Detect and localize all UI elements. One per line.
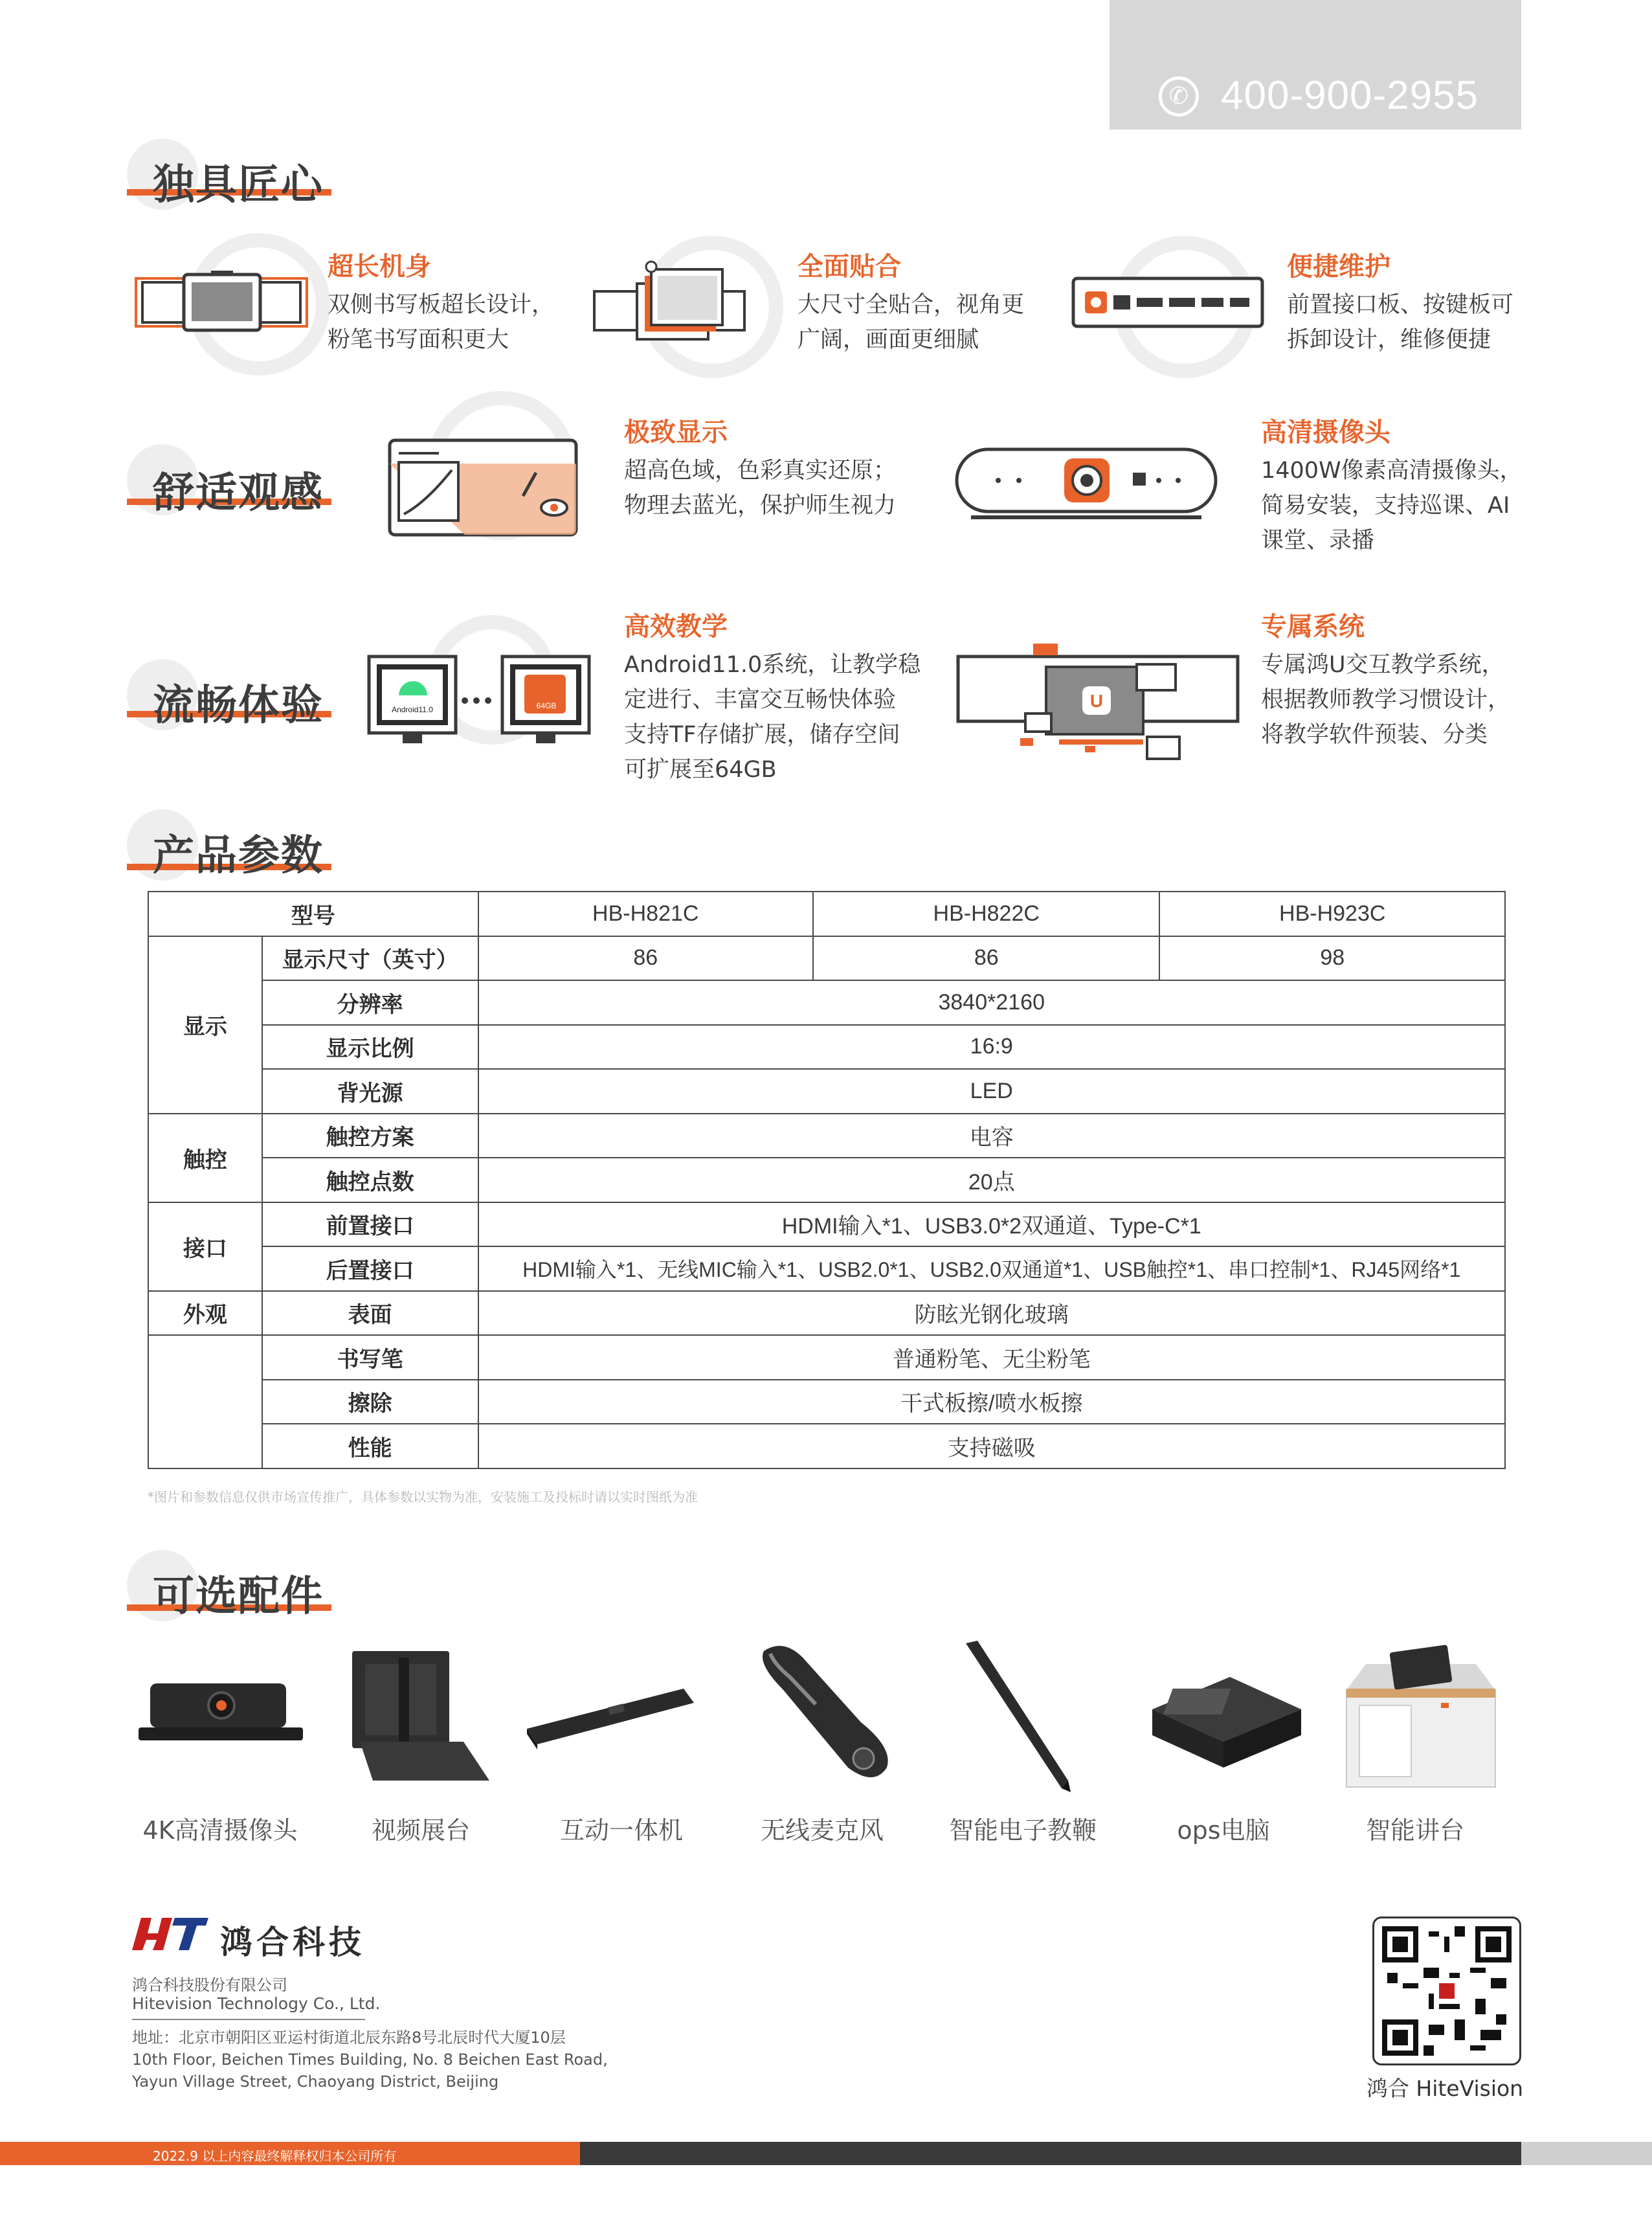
camera-icon xyxy=(954,444,1218,527)
feature-desc: 大尺寸全贴合，视角更 广阔，画面更细腻 xyxy=(798,292,1025,353)
qr-pattern-icon xyxy=(1382,1926,1512,2056)
spec-label: 表面 xyxy=(262,1291,478,1336)
document-camera-icon xyxy=(334,1638,509,1793)
spec-value: HDMI输入*1、无线MIC输入*1、USB2.0*1、USB2.0双通道*1、USB触控*1、串口控制*1、RJ45网络*1 xyxy=(478,1246,1506,1291)
accessory-label: 4K高清摄像头 xyxy=(142,1816,298,1845)
spec-value: 普通粉笔、无尘粉笔 xyxy=(478,1335,1506,1380)
spec-value: 20点 xyxy=(478,1158,1506,1202)
table-row xyxy=(148,1424,1505,1468)
spec-group-empty xyxy=(148,1335,262,1468)
table-row xyxy=(148,1069,1505,1114)
spec-value: 干式板擦/喷水板擦 xyxy=(478,1380,1506,1424)
accessory-label: 视频展台 xyxy=(371,1816,470,1845)
soundbar-icon xyxy=(524,1638,699,1793)
footer-grey-bar xyxy=(1521,2142,1652,2165)
spec-value: 86 xyxy=(813,936,1159,981)
feature-desc: 双侧书写板超长设计， 粉笔书写面积更大 xyxy=(328,292,555,353)
lamination-icon xyxy=(592,260,747,344)
spec-label: 触控方案 xyxy=(262,1114,478,1158)
svg-text:U: U xyxy=(1089,691,1104,711)
feature-title: 便捷维护 xyxy=(1287,252,1390,282)
spec-label: 显示比例 xyxy=(262,1025,478,1070)
spec-label: 分辨率 xyxy=(262,980,478,1025)
company-address: 地址：北京市朝阳区亚运村街道北辰东路8号北辰时代大厦10层 10th Floor, Beichen Times Building, No. 8 Beichen East Road, Yayun Village Street, Chaoyang District, Beijing xyxy=(132,2029,608,2091)
qr-label: 鸿合 HiteVision xyxy=(1366,2076,1524,2101)
table-row xyxy=(148,936,1505,981)
feature-desc: Android11.0系统，让教学稳 定进行、丰富交互畅快体验 支持TF存储扩展，储存空间 可扩展至64GB xyxy=(624,652,921,783)
table-row xyxy=(148,1114,1505,1158)
camera-accessory-icon xyxy=(133,1638,308,1793)
spec-group: 接口 xyxy=(148,1202,262,1291)
spec-model: HB-H822C xyxy=(813,892,1159,936)
accessory-label: 无线麦克风 xyxy=(760,1816,884,1845)
company-logo-icon xyxy=(132,1915,208,1953)
feature-desc: 前置接口板、按键板可 拆卸设计，维修便捷 xyxy=(1287,292,1514,353)
section-title-accessories: 可选配件 xyxy=(153,1573,324,1621)
company-name-en: Hitevision Technology Co., Ltd. xyxy=(132,1994,381,2013)
table-row xyxy=(148,892,1505,936)
ops-computer-icon xyxy=(1139,1638,1314,1793)
spec-model: HB-H821C xyxy=(478,892,814,936)
spec-value: 98 xyxy=(1159,936,1505,981)
table-row xyxy=(148,1335,1505,1380)
feature-desc: 超高色域，色彩真实还原； 物理去蓝光，保护师生视力 xyxy=(624,458,897,519)
spec-label: 性能 xyxy=(262,1424,478,1468)
android-storage-icon xyxy=(366,654,592,750)
table-row xyxy=(148,1202,1505,1247)
accessory-label: ops电脑 xyxy=(1177,1816,1270,1845)
phone-icon: ✆ xyxy=(1159,76,1199,117)
feature-desc: 专属鸿U交互教学系统， 根据教师教学习惯设计， 将教学软件预装、分类 xyxy=(1261,652,1511,748)
microphone-icon xyxy=(731,1638,906,1793)
spec-value: HDMI输入*1、USB3.0*2双通道、Type-C*1 xyxy=(478,1202,1506,1247)
spec-label: 触控点数 xyxy=(262,1158,478,1202)
table-row xyxy=(148,1158,1505,1202)
accessory-label: 智能电子教鞭 xyxy=(948,1816,1097,1845)
accessory-label: 互动一体机 xyxy=(559,1816,683,1845)
spec-value: 防眩光钢化玻璃 xyxy=(478,1291,1506,1336)
feature-desc: 1400W像素高清摄像头， 简易安装，支持巡课、AI 课堂、录播 xyxy=(1261,458,1523,554)
table-row xyxy=(148,1025,1505,1070)
section-title-craft: 独具匠心 xyxy=(153,161,324,209)
section-title-smooth: 流畅体验 xyxy=(153,682,324,730)
qr-code[interactable] xyxy=(1372,1917,1521,2065)
footer-text: 2022.9 以上内容最终解释权归本公司所有 xyxy=(153,2148,397,2164)
spec-group: 外观 xyxy=(148,1291,262,1336)
table-row xyxy=(148,980,1505,1025)
company-name-cn: 鸿合科技股份有限公司 xyxy=(132,1976,287,1994)
spec-model: HB-H923C xyxy=(1159,892,1505,936)
spec-value: 3840*2160 xyxy=(478,980,1506,1025)
feature-title: 全面贴合 xyxy=(798,252,901,282)
divider xyxy=(132,2019,365,2020)
table-row xyxy=(148,1291,1505,1336)
disclaimer-note: *图片和参数信息仅供市场宣传推广，具体参数以实物为准，安装施工及投标时请以实时图纸为准 xyxy=(148,1489,698,1505)
table-row xyxy=(148,1380,1505,1424)
spec-table xyxy=(148,891,1506,1469)
spec-label: 书写笔 xyxy=(262,1335,478,1380)
ports-icon xyxy=(1071,276,1265,329)
feature-title: 超长机身 xyxy=(328,252,431,282)
feature-title: 极致显示 xyxy=(624,418,728,447)
spec-value: 电容 xyxy=(478,1114,1506,1158)
svg-text:64GB: 64GB xyxy=(536,701,557,710)
display-icon xyxy=(387,438,579,537)
spec-value: 16:9 xyxy=(478,1025,1506,1070)
system-icon xyxy=(955,631,1240,767)
spec-label: 擦除 xyxy=(262,1380,478,1424)
spec-label: 前置接口 xyxy=(262,1202,478,1247)
accessory-label: 智能讲台 xyxy=(1365,1816,1464,1845)
spec-value: 86 xyxy=(478,936,814,981)
spec-label: 后置接口 xyxy=(262,1246,478,1291)
phone-number[interactable]: 400-900-2955 xyxy=(1221,73,1479,118)
company-logo-text: 鸿合科技 xyxy=(220,1923,365,1961)
feature-title: 高效教学 xyxy=(624,612,728,642)
section-title-params: 产品参数 xyxy=(153,832,324,880)
svg-text:Android11.0: Android11.0 xyxy=(392,705,433,714)
smart-podium-icon xyxy=(1334,1638,1508,1793)
long-body-icon xyxy=(133,269,309,337)
feature-title: 专属系统 xyxy=(1261,612,1365,642)
spec-value: 支持磁吸 xyxy=(478,1424,1506,1468)
table-row xyxy=(148,1246,1505,1291)
spec-label: 显示尺寸（英寸） xyxy=(262,936,478,981)
spec-group: 触控 xyxy=(148,1114,262,1202)
spec-label: 背光源 xyxy=(262,1069,478,1114)
pointer-pen-icon xyxy=(932,1638,1107,1793)
section-title-comfort: 舒适观感 xyxy=(153,469,324,517)
feature-title: 高清摄像头 xyxy=(1261,418,1390,447)
spec-value: LED xyxy=(478,1069,1506,1114)
spec-label: 型号 xyxy=(148,892,478,936)
spec-group: 显示 xyxy=(148,936,262,1114)
